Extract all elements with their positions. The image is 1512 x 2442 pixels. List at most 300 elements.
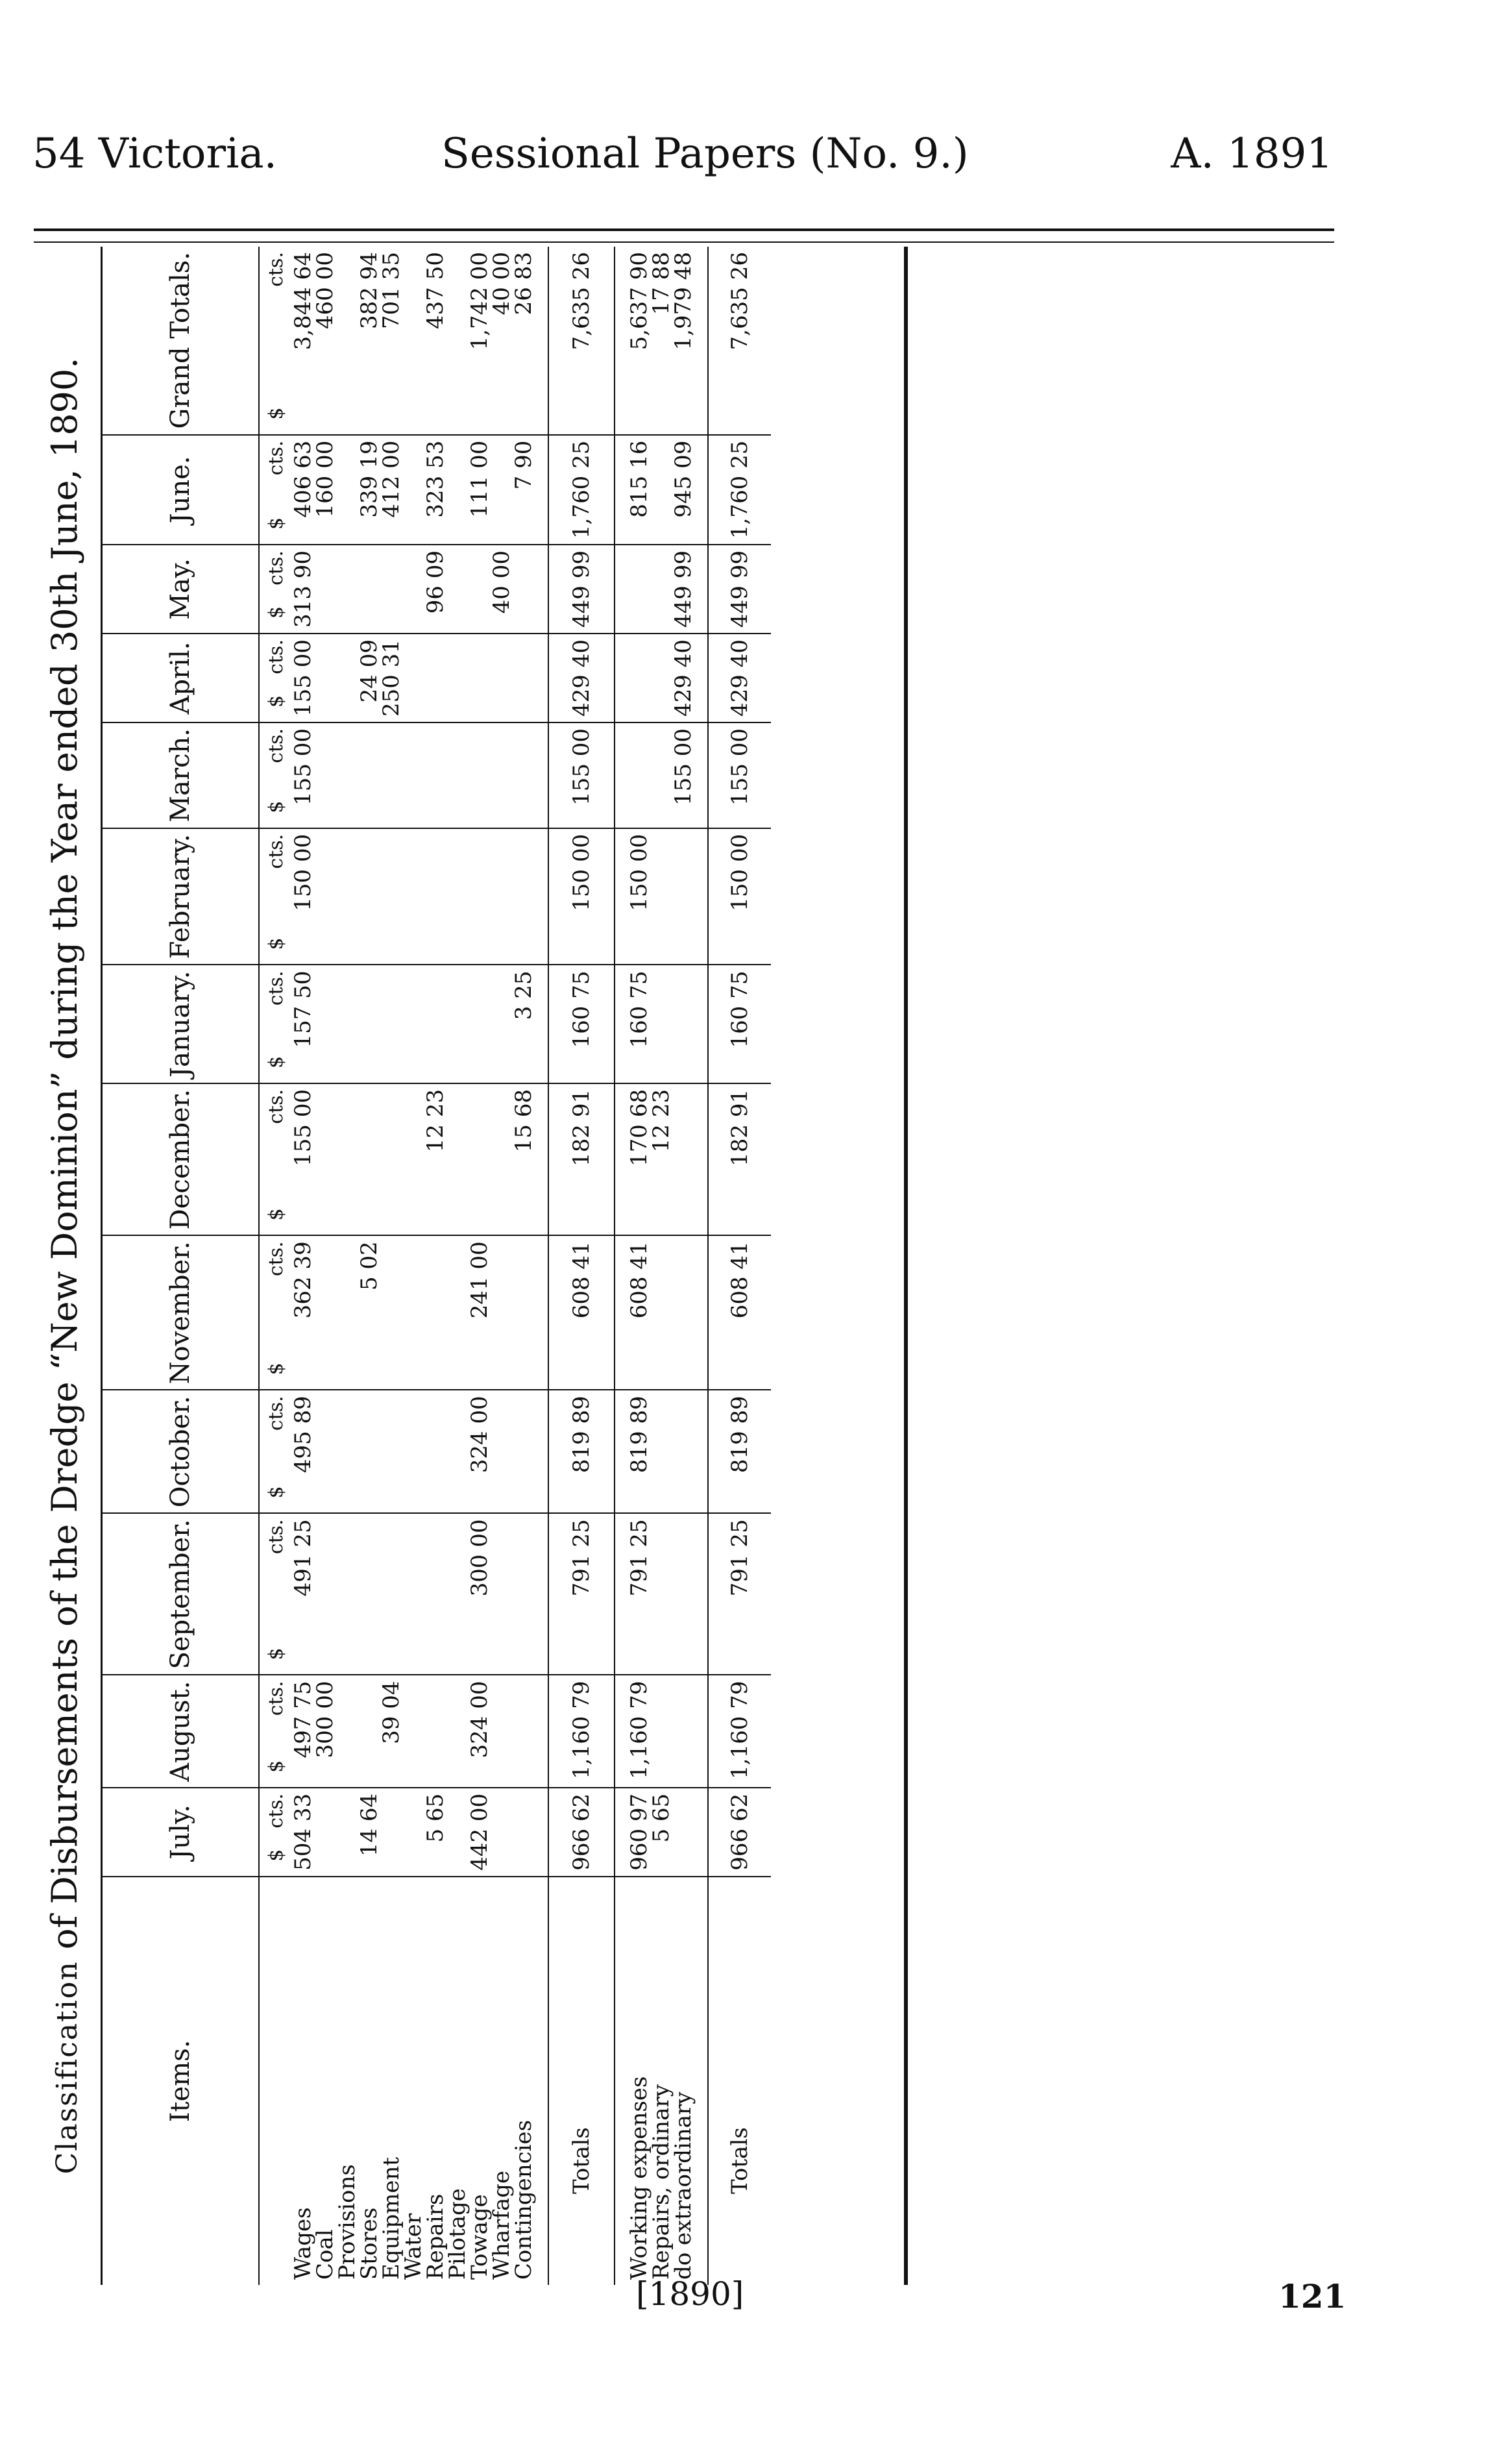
row-value xyxy=(314,828,336,965)
totals-value: 1,160 79 xyxy=(548,1675,615,1787)
row-value xyxy=(469,1083,491,1235)
row-label: Towage xyxy=(469,1877,491,2285)
row-value: 170 68 xyxy=(628,1083,650,1235)
row-value: 14 64 xyxy=(358,1788,380,1877)
totals-value: 182 91 xyxy=(548,1083,615,1235)
totals-value: 7,635 26 xyxy=(548,247,615,435)
row-value xyxy=(336,722,358,828)
row-value: 155 00 xyxy=(292,634,314,722)
row-value: 7 90 xyxy=(513,435,535,545)
row-value: 449 99 xyxy=(672,545,694,634)
row-value: 160 75 xyxy=(628,965,650,1083)
row-value xyxy=(358,1083,380,1235)
row-value xyxy=(446,435,469,545)
column-header: April. xyxy=(103,634,259,722)
row-value xyxy=(513,1235,535,1390)
footer-mark: [1890] xyxy=(636,2275,744,2313)
row-value xyxy=(513,634,535,722)
row-value xyxy=(336,1675,358,1787)
totals-row xyxy=(708,247,771,2285)
spacer-cell xyxy=(535,1513,548,1675)
column-header: December. xyxy=(103,1083,259,1235)
row-value xyxy=(446,722,469,828)
row-value: 5 02 xyxy=(358,1235,380,1390)
row-value: 945 09 xyxy=(672,435,694,545)
row-value xyxy=(380,1390,402,1513)
table-header-row xyxy=(103,247,259,2285)
row-value xyxy=(491,1390,513,1513)
unit-cell xyxy=(259,435,292,545)
row-value xyxy=(314,1235,336,1390)
spacer-cell xyxy=(535,1235,548,1390)
spacer-cell xyxy=(615,634,628,722)
row-value xyxy=(513,1513,535,1675)
row-value: 339 19 xyxy=(358,435,380,545)
row-value xyxy=(672,828,694,965)
totals-value: 966 62 xyxy=(548,1788,615,1877)
row-value xyxy=(314,634,336,722)
row-value xyxy=(672,1675,694,1787)
row-value xyxy=(402,1390,424,1513)
row-value xyxy=(446,634,469,722)
row-value xyxy=(358,965,380,1083)
row-value: 157 50 xyxy=(292,965,314,1083)
spacer-cell xyxy=(694,545,708,634)
dollar-unit: $ xyxy=(264,1486,287,1499)
unit-cell xyxy=(259,722,292,828)
row-value: 701 35 xyxy=(378,252,404,329)
spacer-cell xyxy=(694,1675,708,1787)
row-value xyxy=(358,722,380,828)
table-row xyxy=(672,247,694,2285)
row-value xyxy=(469,828,491,965)
totals-row xyxy=(548,247,615,2285)
row-value xyxy=(446,1083,469,1235)
row-value xyxy=(446,828,469,965)
row-value xyxy=(358,545,380,634)
row-value xyxy=(650,1675,672,1787)
dollar-unit: $ xyxy=(264,606,287,619)
row-value: 412 00 xyxy=(380,435,402,545)
totals-value: 1,160 79 xyxy=(708,1675,771,1787)
cents-unit: cts. xyxy=(264,440,287,476)
row-value: 150 00 xyxy=(628,828,650,965)
row-value: 313 90 xyxy=(292,545,314,634)
row-value xyxy=(628,634,650,722)
row-value xyxy=(336,1390,358,1513)
row-value xyxy=(336,634,358,722)
row-value: 5 65 xyxy=(424,1788,446,1877)
row-label: Stores xyxy=(358,1877,380,2285)
row-value xyxy=(446,545,469,634)
unit-spacer xyxy=(259,1877,292,2285)
row-label: Coal xyxy=(314,1877,336,2285)
spacer-cell xyxy=(694,1235,708,1390)
table-row xyxy=(424,247,446,2285)
row-value xyxy=(446,1513,469,1675)
row-value xyxy=(424,1390,446,1513)
totals-value: 791 25 xyxy=(548,1513,615,1675)
row-value: 497 75 xyxy=(292,1675,314,1787)
dollar-unit: $ xyxy=(264,800,287,813)
dollar-unit: $ xyxy=(264,1849,287,1862)
row-value: 40 00 xyxy=(489,252,515,315)
spacer-cell xyxy=(535,1083,548,1235)
unit-cell xyxy=(259,247,292,435)
row-value: 819 89 xyxy=(628,1390,650,1513)
row-value: 324 00 xyxy=(469,1390,491,1513)
row-label: Wages xyxy=(292,1877,314,2285)
row-value xyxy=(314,1083,336,1235)
totals-value: 1,760 25 xyxy=(548,435,615,545)
row-value: 960 97 xyxy=(628,1788,650,1877)
row-value xyxy=(402,1788,424,1877)
row-value xyxy=(650,545,672,634)
table-row xyxy=(358,247,380,2285)
row-value xyxy=(314,1513,336,1675)
row-value: 155 00 xyxy=(672,722,694,828)
row-value xyxy=(628,545,650,634)
row-value: 1,160 79 xyxy=(628,1675,650,1787)
row-value: 111 00 xyxy=(469,435,491,545)
row-value xyxy=(491,828,513,965)
totals-value: 1,760 25 xyxy=(708,435,771,545)
row-value xyxy=(469,634,491,722)
spacer-cell xyxy=(615,722,628,828)
column-header: Grand Totals. xyxy=(103,247,259,435)
table-row xyxy=(513,247,535,2285)
spacer-cell xyxy=(694,828,708,965)
row-value xyxy=(672,1235,694,1390)
row-value xyxy=(672,1083,694,1235)
row-value xyxy=(402,828,424,965)
row-value xyxy=(314,1788,336,1877)
spacer-cell xyxy=(694,634,708,722)
spacer-cell xyxy=(694,247,708,435)
row-value xyxy=(336,545,358,634)
row-value: 791 25 xyxy=(628,1513,650,1675)
row-value: 362 39 xyxy=(292,1235,314,1390)
row-value xyxy=(672,1390,694,1513)
row-value: 300 00 xyxy=(469,1513,491,1675)
row-value: 39 04 xyxy=(380,1675,402,1787)
running-head-left: 54 Victoria. xyxy=(32,130,277,178)
row-label: Provisions xyxy=(336,1877,358,2285)
row-value xyxy=(650,965,672,1083)
row-value xyxy=(491,1235,513,1390)
row-value xyxy=(650,722,672,828)
totals-value: 155 00 xyxy=(708,722,771,828)
disbursements-table xyxy=(101,247,908,2285)
row-value xyxy=(513,1675,535,1787)
totals-value: 608 41 xyxy=(708,1235,771,1390)
dollar-unit: $ xyxy=(264,1647,287,1660)
spacer-cell xyxy=(694,435,708,545)
row-value xyxy=(650,435,672,545)
spacer-cell xyxy=(535,828,548,965)
caption-text: of Disbursements of the Dredge “New Dominion” during the Year ended 30th June, 1890. xyxy=(44,357,85,1950)
totals-value: 160 75 xyxy=(708,965,771,1083)
row-value xyxy=(402,634,424,722)
row-value xyxy=(424,634,446,722)
row-value xyxy=(336,435,358,545)
cents-unit: cts. xyxy=(264,1396,287,1431)
row-value: 241 00 xyxy=(469,1235,491,1390)
page-number: 121 xyxy=(1278,2277,1347,2315)
row-value xyxy=(380,1513,402,1675)
rotated-table-page xyxy=(32,247,902,2285)
row-value xyxy=(513,722,535,828)
row-value xyxy=(491,435,513,545)
row-value xyxy=(446,1235,469,1390)
spacer-cell xyxy=(535,1390,548,1513)
row-value xyxy=(380,965,402,1083)
row-value xyxy=(513,545,535,634)
totals-value: 449 99 xyxy=(708,545,771,634)
row-value xyxy=(380,722,402,828)
header-rule-thin xyxy=(34,241,1334,243)
row-value xyxy=(446,1390,469,1513)
totals-value: 608 41 xyxy=(548,1235,615,1390)
table-row xyxy=(628,247,650,2285)
cents-unit: cts. xyxy=(264,1089,287,1124)
totals-value: 819 89 xyxy=(708,1390,771,1513)
spacer-cell xyxy=(535,1675,548,1787)
table-row xyxy=(650,247,672,2285)
header-rule xyxy=(34,228,1334,231)
row-value xyxy=(314,1390,336,1513)
table-caption xyxy=(32,247,97,2285)
column-header: June. xyxy=(103,435,259,545)
row-value xyxy=(491,1675,513,1787)
row-value xyxy=(402,1083,424,1235)
row-value xyxy=(336,1513,358,1675)
row-value xyxy=(358,1390,380,1513)
spacer-cell xyxy=(694,1390,708,1513)
dollar-unit: $ xyxy=(264,1760,287,1773)
totals-value: 791 25 xyxy=(708,1513,771,1675)
row-label: Equipment xyxy=(380,1877,402,2285)
row-value xyxy=(513,1390,535,1513)
table-body xyxy=(259,247,771,2285)
row-label: Water xyxy=(402,1877,424,2285)
row-value: 17 88 xyxy=(648,252,674,315)
spacer-cell xyxy=(694,1083,708,1235)
row-value xyxy=(491,1083,513,1235)
row-value: 250 31 xyxy=(380,634,402,722)
row-value xyxy=(672,1513,694,1675)
row-value: 300 00 xyxy=(314,1675,336,1787)
cents-unit: cts. xyxy=(264,639,287,674)
row-value xyxy=(314,722,336,828)
row-value: 5 65 xyxy=(650,1788,672,1877)
row-label: do extraordinary xyxy=(672,1877,694,2285)
row-value: 15 68 xyxy=(513,1083,535,1235)
dollar-unit: $ xyxy=(264,695,287,708)
totals-label: Totals xyxy=(708,1877,771,2285)
row-value xyxy=(491,634,513,722)
row-value xyxy=(469,722,491,828)
row-value: 40 00 xyxy=(491,545,513,634)
dollar-unit: $ xyxy=(264,407,287,420)
totals-value: 449 99 xyxy=(548,545,615,634)
row-value xyxy=(336,1083,358,1235)
items-header: Items. xyxy=(103,1877,259,2285)
row-value xyxy=(402,1675,424,1787)
row-value xyxy=(380,828,402,965)
column-header: November. xyxy=(103,1235,259,1390)
row-value xyxy=(672,965,694,1083)
table-row xyxy=(336,247,358,2285)
row-value xyxy=(380,545,402,634)
row-value: 150 00 xyxy=(292,828,314,965)
column-header: August. xyxy=(103,1675,259,1787)
row-value xyxy=(424,828,446,965)
dollar-unit: $ xyxy=(264,1363,287,1375)
row-value: 429 40 xyxy=(672,634,694,722)
spacer-row xyxy=(535,247,548,2285)
row-value xyxy=(513,828,535,965)
dollar-unit: $ xyxy=(264,937,287,950)
totals-value: 155 00 xyxy=(548,722,615,828)
row-value: 324 00 xyxy=(469,1675,491,1787)
totals-value: 429 40 xyxy=(548,634,615,722)
row-label: Working expenses xyxy=(628,1877,650,2285)
column-header: July. xyxy=(103,1788,259,1877)
column-header: October. xyxy=(103,1390,259,1513)
row-value xyxy=(402,247,424,435)
unit-cell xyxy=(259,1675,292,1787)
row-value: 24 09 xyxy=(358,634,380,722)
unit-cell xyxy=(259,545,292,634)
table-row xyxy=(446,247,469,2285)
dollar-unit: $ xyxy=(264,1055,287,1068)
unit-cell xyxy=(259,1235,292,1390)
row-value: 5,637 90 xyxy=(626,252,652,351)
cents-unit: cts. xyxy=(264,1241,287,1277)
row-value xyxy=(650,828,672,965)
row-value: 1,742 00 xyxy=(467,252,493,351)
row-value: 1,979 48 xyxy=(670,252,696,351)
spacer-row xyxy=(694,247,708,2285)
row-value xyxy=(446,965,469,1083)
table-row xyxy=(380,247,402,2285)
spacer-cell xyxy=(535,1788,548,1877)
row-value xyxy=(314,545,336,634)
row-value xyxy=(336,247,358,435)
row-value xyxy=(491,722,513,828)
column-header: May. xyxy=(103,545,259,634)
unit-cell xyxy=(259,1788,292,1877)
row-value: 406 63 xyxy=(292,435,314,545)
column-header: September. xyxy=(103,1513,259,1675)
spacer-cell xyxy=(535,545,548,634)
row-value: 460 00 xyxy=(312,252,338,329)
row-value xyxy=(402,1513,424,1675)
row-value xyxy=(380,1083,402,1235)
running-head-title: Sessional Papers (No. 9.) xyxy=(441,130,969,178)
cents-unit: cts. xyxy=(264,1519,287,1555)
unit-cell xyxy=(259,1513,292,1675)
row-value xyxy=(402,435,424,545)
row-value: 155 00 xyxy=(292,1083,314,1235)
unit-cell xyxy=(259,1390,292,1513)
row-value: 495 89 xyxy=(292,1390,314,1513)
row-value xyxy=(336,1788,358,1877)
cents-unit: cts. xyxy=(264,1681,287,1716)
table-row xyxy=(292,247,314,2285)
row-value xyxy=(336,828,358,965)
row-value: 12 23 xyxy=(424,1083,446,1235)
unit-row xyxy=(259,247,292,2285)
unit-cell xyxy=(259,1083,292,1235)
row-value xyxy=(380,1788,402,1877)
row-value: 382 94 xyxy=(356,252,382,329)
spacer-cell xyxy=(535,634,548,722)
spacer-cell xyxy=(694,1877,708,2285)
spacer-cell xyxy=(535,435,548,545)
totals-value: 429 40 xyxy=(708,634,771,722)
spacer-cell xyxy=(694,1788,708,1877)
row-value: 96 09 xyxy=(424,545,446,634)
row-value: 26 83 xyxy=(511,252,537,315)
row-value: 12 23 xyxy=(650,1083,672,1235)
row-label: Contingencies xyxy=(513,1877,535,2285)
totals-value: 819 89 xyxy=(548,1390,615,1513)
row-value xyxy=(491,1513,513,1675)
spacer-cell xyxy=(694,965,708,1083)
row-label: Repairs xyxy=(424,1877,446,2285)
row-value xyxy=(491,965,513,1083)
row-value xyxy=(358,1675,380,1787)
row-value xyxy=(358,1513,380,1675)
unit-cell xyxy=(259,965,292,1083)
row-value: 442 00 xyxy=(469,1788,491,1877)
row-value: 437 50 xyxy=(422,252,448,329)
cents-unit: cts. xyxy=(264,252,287,287)
spacer-cell xyxy=(535,1877,548,2285)
row-value: 3,844 64 xyxy=(290,252,316,351)
row-value xyxy=(424,1235,446,1390)
spacer-cell xyxy=(694,722,708,828)
totals-value: 150 00 xyxy=(708,828,771,965)
row-value xyxy=(446,1675,469,1787)
row-value: 3 25 xyxy=(513,965,535,1083)
dollar-unit: $ xyxy=(264,1208,287,1221)
row-value xyxy=(446,1788,469,1877)
row-value xyxy=(628,722,650,828)
totals-label: Totals xyxy=(548,1877,615,2285)
dollar-unit: $ xyxy=(264,517,287,530)
cents-unit: cts. xyxy=(264,1793,287,1829)
table-row xyxy=(314,247,336,2285)
running-head-year: A. 1891 xyxy=(1171,130,1333,178)
row-value xyxy=(424,1675,446,1787)
row-label: Repairs, ordinary xyxy=(650,1877,672,2285)
caption-lead: Classification xyxy=(51,1960,84,2175)
row-value: 491 25 xyxy=(292,1513,314,1675)
row-value xyxy=(650,634,672,722)
row-value xyxy=(402,722,424,828)
cents-unit: cts. xyxy=(264,833,287,869)
spacer-cell xyxy=(694,1513,708,1675)
row-label: Pilotage xyxy=(446,1877,469,2285)
row-value xyxy=(446,247,469,435)
row-value xyxy=(513,1788,535,1877)
row-value xyxy=(336,965,358,1083)
row-value xyxy=(469,545,491,634)
row-value: 815 16 xyxy=(628,435,650,545)
